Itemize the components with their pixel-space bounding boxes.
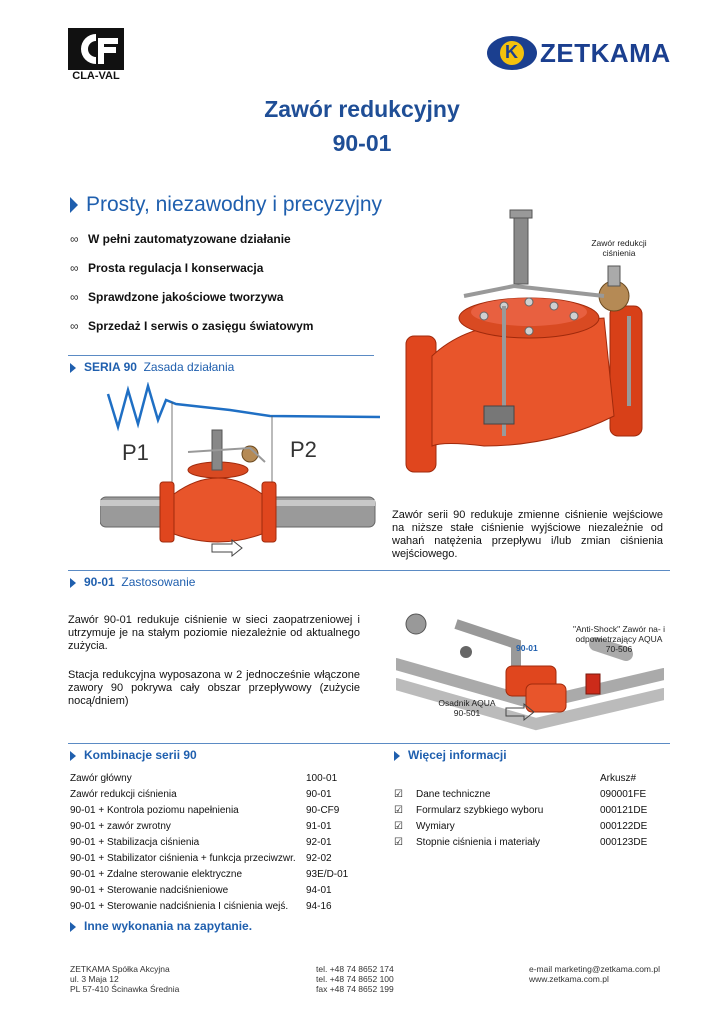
p1-label: P1 [122, 440, 149, 465]
table-row: 90-01 + Stabilizator ciśnienia + funkcja przeciwzwr. 92-02 [70, 853, 332, 864]
footer-phones [316, 964, 394, 994]
zastosowanie-para2: Stacja redukcyjna wyposazona w 2 jednocześnie włączone zawory 90 pokrywa cały obszar przepływowy (zużycie nocą/dniem) [68, 669, 360, 707]
footer-address [70, 964, 179, 994]
arkusz-label: Arkusz# [600, 773, 637, 784]
table-row: 90-01 + Sterowanie nadciśnieniowe 94-01 [70, 885, 332, 896]
footer-company: ZETKAMA Spółka Akcyjna [70, 964, 170, 974]
info-link-row[interactable]: ☑ Stopnie ciśnienia i materiały 000123DE [394, 837, 648, 848]
valve-callout: Zawór redukcji ciśnienia [591, 238, 647, 258]
kombinacje-table [70, 773, 370, 923]
infinity-icon: ∞ [70, 261, 79, 275]
callout-osadnik: Osadnik AQUA 90-501 [438, 698, 496, 718]
table-row: 90-01 + Zdalne sterowanie elektryczne 93E/D-01 [70, 869, 349, 880]
checkbox-icon: ☑ [394, 805, 403, 816]
wiecej-table [394, 773, 664, 853]
callout-9001: 90-01 [516, 643, 538, 653]
triangle-bullet-icon [70, 922, 76, 932]
divider [68, 743, 670, 744]
table-row: 90-01 + Stabilizacja ciśnienia 92-01 [70, 837, 332, 848]
table-row: 90-01 + zawór zwrotny 91-01 [70, 821, 332, 832]
table-row: Zawór główny 100-01 [70, 773, 338, 784]
claval-logo [68, 28, 124, 86]
claval-logo-text: CLA-VAL [72, 70, 120, 82]
footer-contact [529, 964, 660, 984]
checkbox-icon: ☑ [394, 789, 403, 800]
footer-web[interactable]: www.zetkama.com.pl [529, 974, 609, 984]
list-item: ∞ Prosta regulacja I konserwacja [70, 261, 264, 275]
infinity-icon: ∞ [70, 319, 79, 333]
triangle-bullet-icon [70, 578, 76, 588]
section-kombinacje-heading: Kombinacje serii 90 [70, 748, 197, 762]
headline [70, 193, 382, 217]
triangle-bullet-icon [70, 197, 78, 213]
checkbox-icon: ☑ [394, 837, 403, 848]
infinity-icon: ∞ [70, 232, 79, 246]
zetkama-logo-letter: K [505, 42, 518, 62]
section-wiecej-heading: Więcej informacji [394, 748, 507, 762]
page-subtitle: 90-01 [332, 130, 392, 156]
triangle-bullet-icon [70, 751, 76, 761]
info-link-row[interactable]: ☑ Wymiary 000122DE [394, 821, 648, 832]
footer-tel2: tel. +48 74 8652 100 [316, 974, 394, 984]
zetkama-logo-text: ZETKAMA [540, 38, 671, 68]
triangle-bullet-icon [70, 363, 76, 373]
principle-diagram [100, 382, 380, 562]
info-link-row[interactable]: ☑ Dane techniczne 090001FE [394, 789, 647, 800]
callout-antishock: "Anti-Shock" Zawór na- i odpowietrzający AQUA 70-506 [572, 624, 665, 654]
checkbox-icon: ☑ [394, 821, 403, 832]
table-row: 90-01 + Sterowanie nadciśnienia I ciśnienia wejś. 94-16 [70, 901, 332, 912]
triangle-bullet-icon [394, 751, 400, 761]
section-zastosowanie-heading: 90-01 Zastosowanie [70, 575, 195, 589]
table-row: Zawór redukcji ciśnienia 90-01 [70, 789, 332, 800]
info-link-row[interactable]: ☑ Formularz szybkiego wyboru 000121DE [394, 805, 648, 816]
headline-text: Prosty, niezawodny i precyzyjny [86, 193, 383, 216]
seria-description: Zawór serii 90 redukuje zmienne ciśnienie wejściowe na niższe stałe ciśnienie wyjściowe niezależnie od wahań natężenia przepływu i/lub zmian ciśnienia wejściowego. [392, 509, 663, 560]
footer-tel1: tel. +48 74 8652 174 [316, 964, 394, 974]
custom-versions-note: Inne wykonania na zapytanie. [70, 919, 252, 933]
feature-list [70, 232, 313, 348]
footer-city: PL 57-410 Ścinawka Średnia [70, 984, 180, 994]
divider [68, 570, 670, 571]
list-item: ∞ W pełni zautomatyzowane działanie [70, 232, 291, 246]
infinity-icon: ∞ [70, 290, 79, 304]
footer-fax: fax +48 74 8652 199 [316, 984, 394, 994]
list-item: ∞ Sprawdzone jakościowe tworzywa [70, 290, 284, 304]
p2-label: P2 [290, 437, 317, 462]
divider [68, 355, 374, 356]
zastosowanie-para1: Zawór 90-01 redukuje ciśnienie w sieci zaopatrzeniowej i utrzymuje je na stałym poziomie niezależnie od aktualnego zużycia. [68, 614, 360, 652]
section-seria-heading: SERIA 90 Zasada działania [70, 360, 234, 374]
list-item: ∞ Sprzedaż I serwis o zasięgu światowym [70, 319, 314, 333]
footer-street: ul. 3 Maja 12 [70, 974, 119, 984]
table-row: 90-01 + Kontrola poziomu napełnienia 90-CF9 [70, 805, 340, 816]
footer-email[interactable]: e-mail marketing@zetkama.com.pl [529, 964, 660, 974]
page-title: Zawór redukcyjny [264, 96, 460, 122]
